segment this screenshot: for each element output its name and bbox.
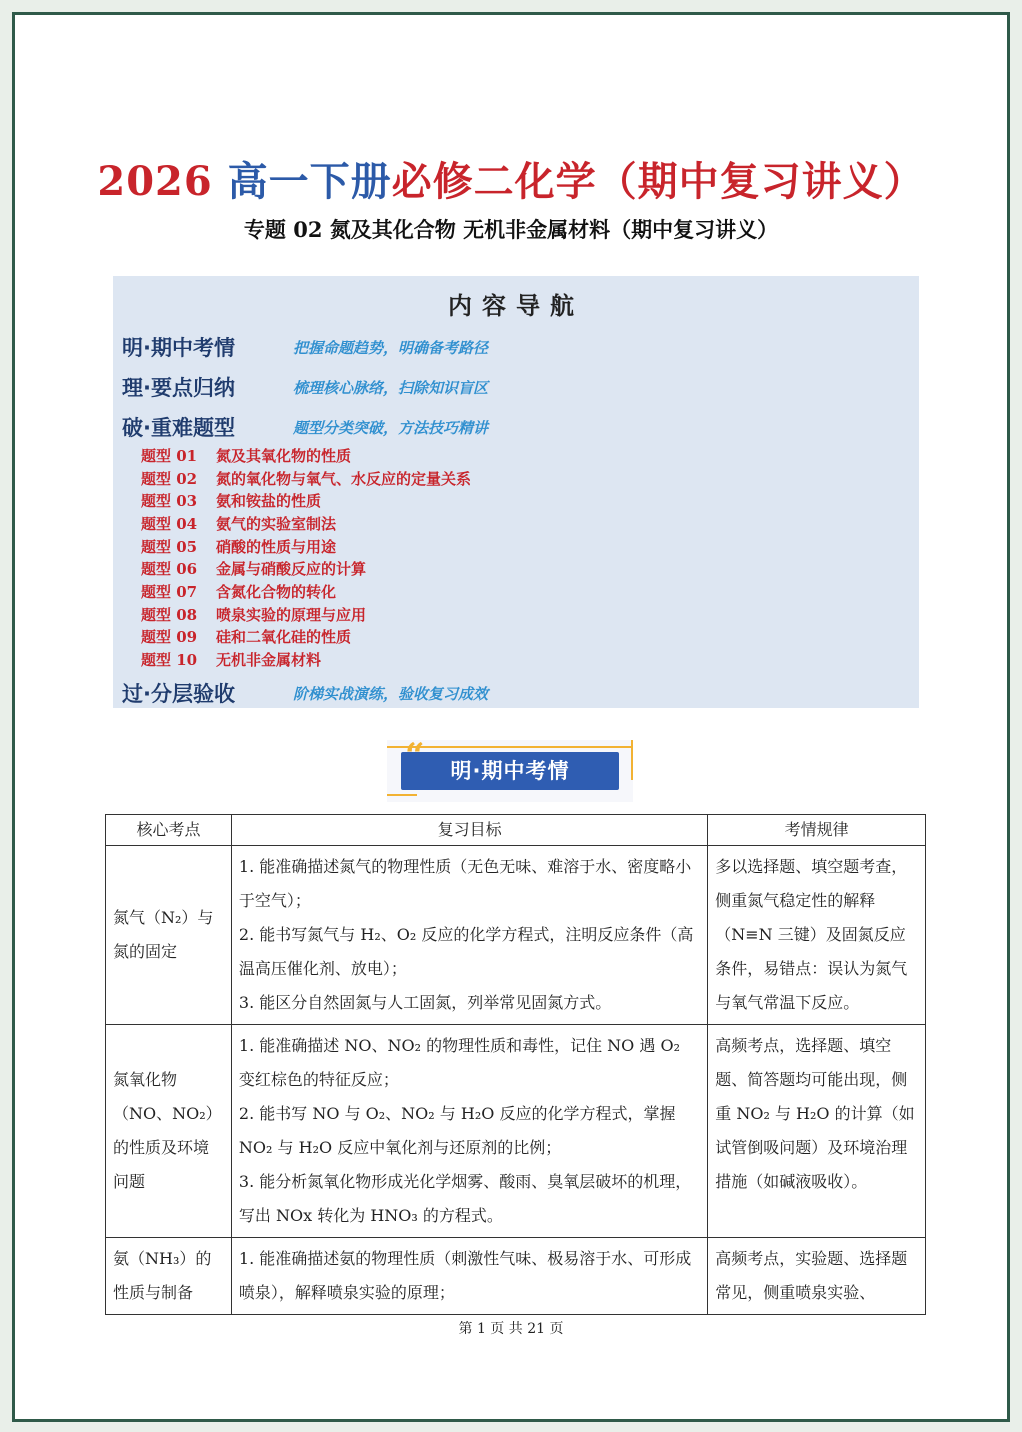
nav-section-desc: 阶梯实战演练，验收复习成效	[293, 685, 489, 703]
nav-type-item[interactable]: 题型 10 无机非金属材料	[141, 651, 322, 669]
table-row	[106, 1025, 926, 1238]
trend-cell: 多以选择题、填空题考查，侧重氮气稳定性的解释（N≡N 三键）及固氮反应条件，易错点：误认为氮气与氧气常温下反应。	[708, 846, 926, 1025]
nav-type-item[interactable]: 题型 04 氨气的实验室制法	[141, 515, 337, 533]
title-year: 2026	[97, 158, 213, 205]
nav-type-item[interactable]: 题型 02 氮的氧化物与氧气、水反应的定量关系	[141, 470, 472, 488]
goals-cell	[231, 1238, 707, 1315]
exam-analysis-table	[105, 814, 926, 1315]
nav-type-item[interactable]: 题型 08 喷泉实验的原理与应用	[141, 606, 367, 624]
nav-type-item[interactable]: 题型 07 含氮化合物的转化	[141, 583, 337, 601]
goal-item: 1. 能准确描述氮气的物理性质（无色无味、难溶于水、密度略小于空气）；	[238, 857, 692, 910]
goal-item: 3. 能分析氮氧化物形成光化学烟雾、酸雨、臭氧层破坏的机理，写出 NOx 转化为 HNO₃ 的方程式。	[238, 1172, 692, 1225]
table-header: 核心考点	[106, 815, 232, 846]
trend-cell: 高频考点，实验题、选择题常见，侧重喷泉实验、	[708, 1238, 926, 1315]
goal-item: 2. 能书写氮气与 H₂、O₂ 反应的化学方程式，注明反应条件（高温高压催化剂、放电）；	[238, 925, 694, 978]
page-subtitle: 专题 02 氮及其化合物 无机非金属材料（期中复习讲义）	[243, 217, 779, 242]
nav-type-item[interactable]: 题型 09 硅和二氧化硅的性质	[141, 628, 352, 646]
goal-item: 1. 能准确描述氨的物理性质（刺激性气味、极易溶于水、可形成喷泉），解释喷泉实验的原理；	[238, 1249, 692, 1302]
badge-decor-line	[387, 794, 417, 796]
goal-item: 1. 能准确描述 NO、NO₂ 的物理性质和毒性，记住 NO 遇 O₂ 变红棕色的特征反应；	[238, 1036, 681, 1089]
content-navigation	[113, 276, 919, 708]
quote-mark-icon: “	[405, 736, 425, 776]
nav-section-desc: 把握命题趋势，明确备考路径	[293, 339, 489, 357]
nav-type-item[interactable]: 题型 05 硝酸的性质与用途	[141, 538, 337, 556]
nav-section-exam-overview[interactable]: 明·期中考情	[122, 336, 235, 360]
goals-cell	[231, 1025, 707, 1238]
nav-type-item[interactable]: 题型 01 氮及其氧化物的性质	[141, 447, 352, 465]
table-header: 复习目标	[231, 815, 707, 846]
topic-cell: 氨（NH₃）的性质与制备	[106, 1238, 232, 1315]
nav-section-key-points[interactable]: 理·要点归纳	[122, 376, 235, 400]
topic-cell: 氮气（N₂）与氮的固定	[106, 846, 232, 1025]
table-row	[106, 1238, 926, 1315]
nav-section-layered-check[interactable]: 过·分层验收	[122, 682, 235, 706]
title-grade: 高一下册	[227, 159, 392, 205]
nav-section-desc: 题型分类突破，方法技巧精讲	[293, 419, 489, 437]
goal-item: 3. 能区分自然固氮与人工固氮，列举常见固氮方式。	[238, 993, 612, 1012]
nav-type-item[interactable]: 题型 03 氨和铵盐的性质	[141, 492, 322, 510]
badge-bar	[401, 752, 619, 790]
badge-label: 明·期中考情	[450, 759, 570, 783]
table-row	[106, 846, 926, 1025]
title-subject: 必修二化学（期中复习讲义）	[391, 159, 925, 205]
goal-item: 2. 能书写 NO 与 O₂、NO₂ 与 H₂O 反应的化学方程式，掌握 NO₂ 与 H₂O 反应中氧化剂与还原剂的比例；	[238, 1104, 676, 1157]
topic-cell: 氮氧化物（NO、NO₂）的性质及环境问题	[106, 1025, 232, 1238]
trend-cell: 高频考点，选择题、填空题、简答题均可能出现，侧重 NO₂ 与 H₂O 的计算（如试管倒吸问题）及环境治理措施（如碱液吸收）。	[708, 1025, 926, 1238]
nav-section-desc: 梳理核心脉络，扫除知识盲区	[293, 379, 489, 397]
page-title	[0, 150, 1022, 207]
goals-cell	[231, 846, 707, 1025]
nav-section-question-types[interactable]: 破·重难题型	[122, 416, 235, 440]
table-header-row	[106, 815, 926, 846]
nav-heading: 内容导航	[448, 292, 584, 320]
section-badge	[387, 736, 633, 802]
nav-type-item[interactable]: 题型 06 金属与硝酸反应的计算	[141, 560, 367, 578]
badge-decor-line	[631, 740, 633, 780]
page-number: 第 1 页 共 21 页	[458, 1321, 564, 1337]
table-header: 考情规律	[708, 815, 926, 846]
